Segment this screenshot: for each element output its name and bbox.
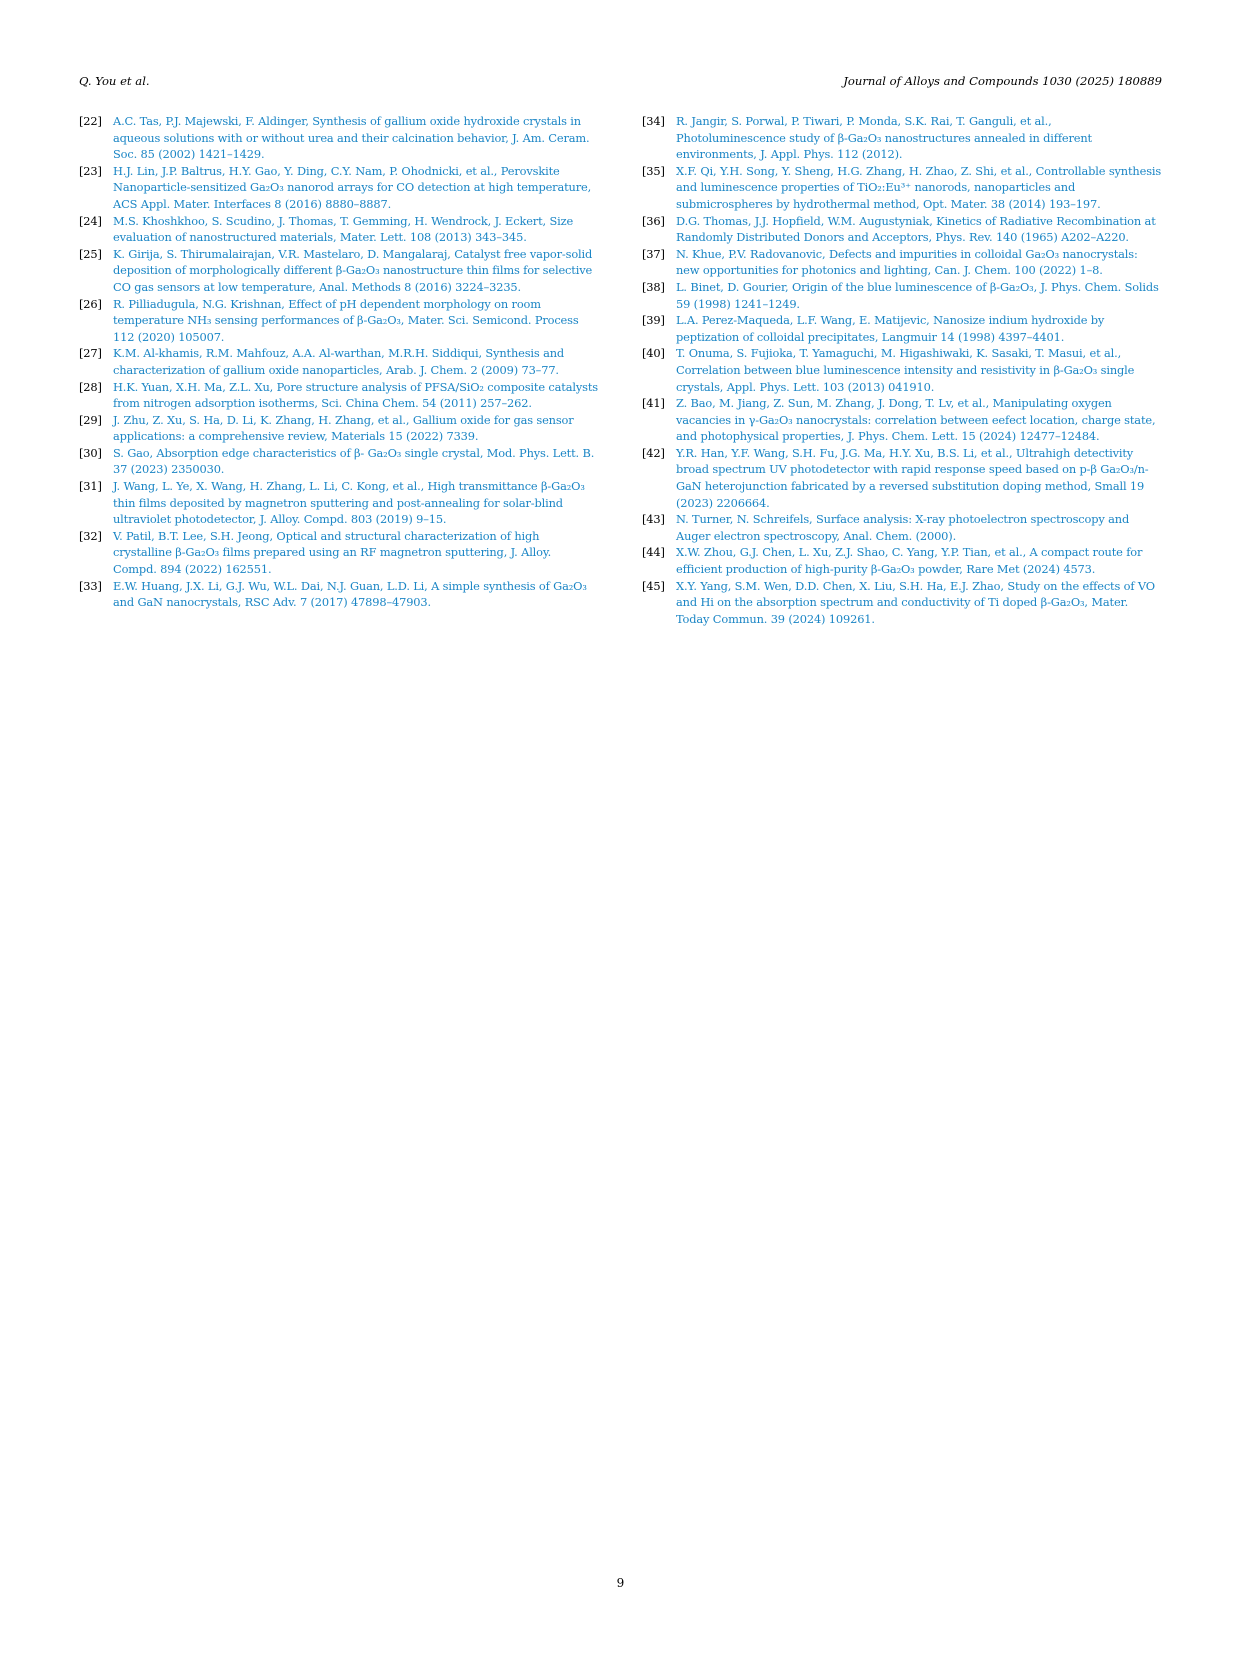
reference-link[interactable]: M.S. Khoshkhoo, S. Scudino, J. Thomas, T. Gemming, H. Wendrock, J. Eckert, Size evaluation of nanostructured materials, Mater. Lett. 108 (2013) 343–345. bbox=[113, 213, 574, 245]
reference-link[interactable]: T. Onuma, S. Fujioka, T. Yamaguchi, M. Higashiwaki, K. Sasaki, T. Masui, et al., Correlation between blue luminescence intensity and resistivity in β-Ga₂O₃ single crystals, Appl. Phys. Lett. 103 (2013) 041910. bbox=[676, 346, 1135, 394]
reference-link[interactable]: L.A. Perez-Maqueda, L.F. Wang, E. Matijevic, Nanosize indium hydroxide by peptization of colloidal precipitates, Langmuir 14 (1998) 4397–4401. bbox=[676, 313, 1105, 344]
reference-item[interactable] bbox=[79, 578, 598, 611]
reference-link[interactable]: J. Wang, L. Ye, X. Wang, H. Zhang, L. Li, C. Kong, et al., High transmittance β-Ga₂O₃ thin films deposited by magnetron sputtering and post-annealing for solar-blind ultraviolet photodetector, J. Alloy. Compd. 803 (2019) 9–15. bbox=[113, 479, 585, 527]
reference-number: [32] bbox=[79, 528, 102, 543]
reference-link[interactable]: J. Zhu, Z. Xu, S. Ha, D. Li, K. Zhang, H. Zhang, et al., Gallium oxide for gas sensor applications: a comprehensive review, Materials 15 (2022) 7339. bbox=[113, 412, 574, 444]
running-header bbox=[79, 74, 1162, 92]
reference-number: [44] bbox=[642, 545, 665, 560]
reference-item[interactable] bbox=[642, 395, 1163, 445]
reference-link[interactable]: A.C. Tas, P.J. Majewski, F. Aldinger, Synthesis of gallium oxide hydroxide crystals in aqueous solutions with or without urea and their calcination behavior, J. Am. Ceram. Soc. 85 (2002) 1421–1429. bbox=[113, 114, 590, 162]
reference-link[interactable]: X.F. Qi, Y.H. Song, Y. Sheng, H.G. Zhang, H. Zhao, Z. Shi, et al., Controllable synthesis and luminescence properties of TiO₂:Eu³⁺ nanorods, nanoparticles and submicrospheres by hydrothermal method, Opt. Mater. 38 (2014) 193–197. bbox=[676, 163, 1162, 211]
reference-link[interactable]: H.J. Lin, J.P. Baltrus, H.Y. Gao, Y. Ding, C.Y. Nam, P. Ohodnicki, et al., Perovskite Nanoparticle-sensitized Ga₂O₃ nanorod arrays for CO detection at high temperature, ACS Appl. Mater. Interfaces 8 (2016) 8880–8887. bbox=[113, 163, 592, 211]
reference-link[interactable]: V. Patil, B.T. Lee, S.H. Jeong, Optical and structural characterization of high crystalline β-Ga₂O₃ films prepared using an RF magnetron sputtering, J. Alloy. Compd. 894 (2022) 162551. bbox=[113, 528, 552, 577]
references-left-column bbox=[79, 113, 598, 611]
reference-item[interactable] bbox=[642, 445, 1163, 511]
reference-number: [45] bbox=[642, 578, 665, 593]
reference-link[interactable]: X.Y. Yang, S.M. Wen, D.D. Chen, X. Liu, S.H. Ha, E.J. Zhao, Study on the effects of VO and Hi on the absorption spectrum and conductivity of Ti doped β-Ga₂O₃, Mater. Today Commun. 39 (2024) 109261. bbox=[676, 578, 1155, 626]
reference-number: [26] bbox=[79, 296, 102, 311]
reference-number: [40] bbox=[642, 346, 665, 361]
reference-item[interactable] bbox=[79, 246, 598, 296]
reference-link[interactable]: Y.R. Han, Y.F. Wang, S.H. Fu, J.G. Ma, H.Y. Xu, B.S. Li, et al., Ultrahigh detectivity broad spectrum UV photodetector with rapid response speed based on p-β Ga₂O₃/n-GaN heterojunction fabricated by a reversed substitution doping method, Small 19 (2023) 2206664. bbox=[676, 445, 1149, 510]
reference-item[interactable] bbox=[79, 445, 598, 478]
reference-link[interactable]: R. Jangir, S. Porwal, P. Tiwari, P. Monda, S.K. Rai, T. Ganguli, et al., Photoluminescence study of β-Ga₂O₃ nanostructures annealed in different environments, J. Appl. Phys. 112 (2012). bbox=[676, 114, 1092, 162]
reference-number: [29] bbox=[79, 412, 102, 427]
reference-link[interactable]: K. Girija, S. Thirumalairajan, V.R. Mastelaro, D. Mangalaraj, Catalyst free vapor-solid deposition of morphologically different β-Ga₂O₃ nanostructure thin films for selective CO gas sensors at low temperature, Anal. Methods 8 (2016) 3224–3235. bbox=[113, 246, 593, 294]
reference-item[interactable] bbox=[642, 312, 1163, 345]
page-number: 9 bbox=[616, 1576, 625, 1590]
reference-link[interactable]: X.W. Zhou, G.J. Chen, L. Xu, Z.J. Shao, C. Yang, Y.P. Tian, et al., A compact route for efficient production of high-purity β-Ga₂O₃ powder, Rare Met (2024) 4573. bbox=[676, 545, 1143, 577]
reference-number: [25] bbox=[79, 246, 102, 261]
reference-item[interactable] bbox=[642, 163, 1163, 213]
reference-link[interactable]: N. Khue, P.V. Radovanovic, Defects and impurities in colloidal Ga₂O₃ nanocrystals: new opportunities for photonics and lighting, Can. J. Chem. 100 (2022) 1–8. bbox=[676, 246, 1138, 278]
reference-number: [43] bbox=[642, 512, 665, 527]
reference-link[interactable]: K.M. Al-khamis, R.M. Mahfouz, A.A. Al-warthan, M.R.H. Siddiqui, Synthesis and characterization of gallium oxide nanoparticles, Arab. J. Chem. 2 (2009) 73–77. bbox=[113, 346, 565, 377]
reference-item[interactable] bbox=[79, 345, 598, 378]
reference-number: [23] bbox=[79, 163, 102, 178]
reference-item[interactable] bbox=[79, 213, 598, 246]
reference-number: [24] bbox=[79, 213, 102, 228]
reference-item[interactable] bbox=[642, 246, 1163, 279]
reference-item[interactable] bbox=[642, 113, 1163, 163]
reference-link[interactable]: Z. Bao, M. Jiang, Z. Sun, M. Zhang, J. Dong, T. Lv, et al., Manipulating oxygen vacancies in γ-Ga₂O₃ nanocrystals: correlation between eefect location, charge state, and photophysical properties, J. Phys. Chem. Lett. 15 (2024) 12477–12484. bbox=[676, 396, 1156, 444]
reference-number: [34] bbox=[642, 114, 665, 128]
reference-item[interactable] bbox=[642, 544, 1163, 577]
reference-link[interactable]: N. Turner, N. Schreifels, Surface analysis: X-ray photoelectron spectroscopy and Auger electron spectroscopy, Anal. Chem. (2000). bbox=[676, 512, 1130, 543]
reference-item[interactable] bbox=[79, 296, 598, 346]
reference-item[interactable] bbox=[642, 213, 1163, 246]
reference-number: [38] bbox=[642, 279, 665, 294]
reference-link[interactable]: D.G. Thomas, J.J. Hopfield, W.M. Augustyniak, Kinetics of Radiative Recombination at Randomly Distributed Donors and Acceptors, Phys. Rev. 140 (1965) A202–A220. bbox=[676, 213, 1156, 245]
reference-number: [39] bbox=[642, 313, 665, 328]
reference-link[interactable]: L. Binet, D. Gourier, Origin of the blue luminescence of β-Ga₂O₃, J. Phys. Chem. Solids 59 (1998) 1241–1249. bbox=[676, 279, 1159, 311]
reference-item[interactable] bbox=[642, 511, 1163, 544]
header-author: Q. You et al. bbox=[79, 74, 150, 88]
reference-link[interactable]: H.K. Yuan, X.H. Ma, Z.L. Xu, Pore structure analysis of PFSA/SiO₂ composite catalysts from nitrogen adsorption isotherms, Sci. China Chem. 54 (2011) 257–262. bbox=[113, 379, 598, 411]
reference-item[interactable] bbox=[79, 163, 598, 213]
reference-item[interactable] bbox=[79, 528, 598, 578]
reference-number: [35] bbox=[642, 163, 665, 178]
reference-number: [33] bbox=[79, 578, 102, 593]
reference-item[interactable] bbox=[642, 345, 1163, 395]
reference-number: [30] bbox=[79, 445, 102, 460]
reference-item[interactable] bbox=[642, 279, 1163, 312]
reference-number: [42] bbox=[642, 445, 665, 460]
reference-number: [31] bbox=[79, 479, 102, 494]
reference-link[interactable]: R. Pilliadugula, N.G. Krishnan, Effect of pH dependent morphology on room temperature NH₃ sensing performances of β-Ga₂O₃, Mater. Sci. Semicond. Process 112 (2020) 105007. bbox=[113, 296, 579, 344]
reference-number: [36] bbox=[642, 213, 665, 228]
reference-number: [27] bbox=[79, 346, 102, 361]
reference-item[interactable] bbox=[79, 478, 598, 528]
reference-number: [28] bbox=[79, 379, 102, 394]
reference-link[interactable]: E.W. Huang, J.X. Li, G.J. Wu, W.L. Dai, N.J. Guan, L.D. Li, A simple synthesis of Ga₂O₃ and GaN nanocrystals, RSC Adv. 7 (2017) 47898–47903. bbox=[113, 578, 587, 610]
reference-link[interactable]: S. Gao, Absorption edge characteristics of β- Ga₂O₃ single crystal, Mod. Phys. Lett. B. 37 (2023) 2350030. bbox=[113, 445, 595, 477]
reference-number: [37] bbox=[642, 246, 665, 261]
reference-number: [22] bbox=[79, 114, 102, 128]
reference-item[interactable] bbox=[79, 379, 598, 412]
references-right-column bbox=[642, 113, 1163, 627]
reference-item[interactable] bbox=[642, 578, 1163, 628]
header-journal: Journal of Alloys and Compounds 1030 (2025) 180889 bbox=[843, 74, 1162, 88]
reference-item[interactable] bbox=[79, 113, 598, 163]
reference-number: [41] bbox=[642, 396, 665, 411]
reference-item[interactable] bbox=[79, 412, 598, 445]
